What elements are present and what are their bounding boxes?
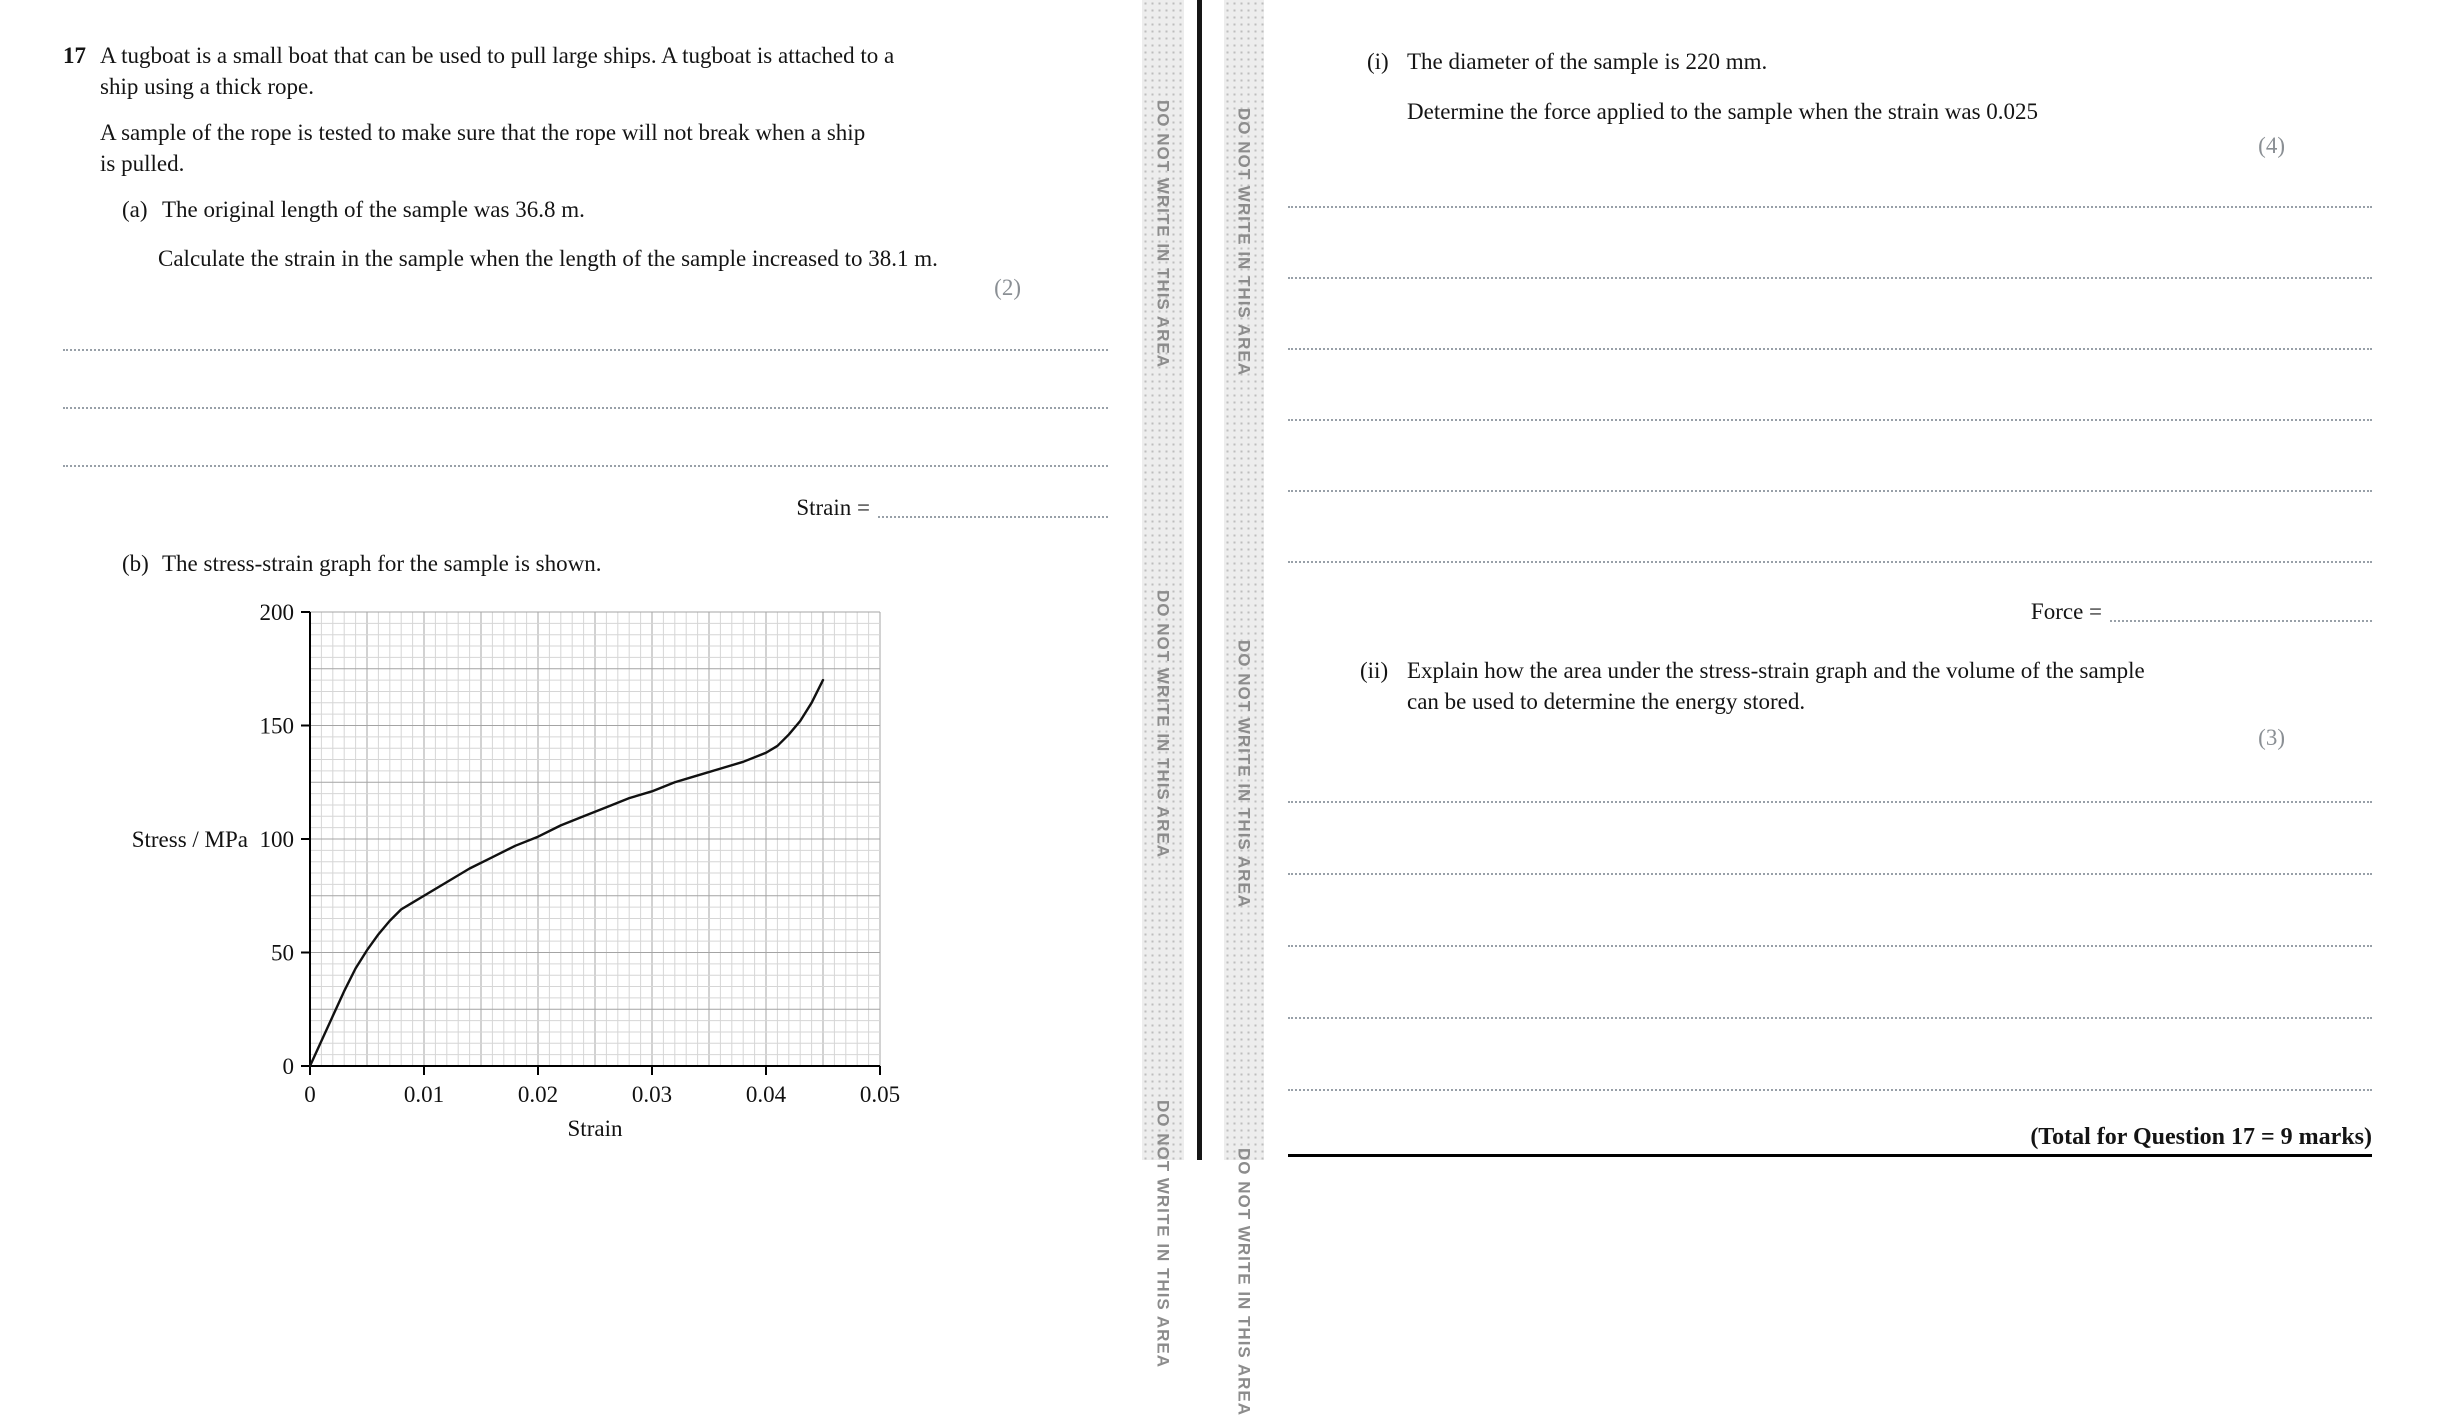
part-a-label: (a)	[122, 197, 148, 222]
answer-line	[1288, 801, 2372, 803]
answer-line	[1288, 1017, 2372, 1019]
part-i-prompt: Determine the force applied to the sample when the strain was 0.025	[1407, 99, 2039, 124]
part-b-text: The stress-strain graph for the sample is shown.	[162, 551, 602, 576]
answer-line	[63, 465, 1108, 467]
part-i-text: The diameter of the sample is 220 mm.	[1407, 49, 1768, 74]
do-not-write-bar-left	[1142, 0, 1184, 1369]
part-b	[122, 548, 1112, 579]
svg-text:0: 0	[304, 1082, 316, 1107]
force-answer-row	[1288, 596, 2372, 627]
strain-answer-dots	[878, 516, 1108, 518]
svg-text:Stress / MPa: Stress / MPa	[131, 827, 248, 852]
svg-text:150: 150	[259, 713, 294, 739]
strain-label: Strain =	[796, 495, 870, 520]
svg-text:0.04: 0.04	[745, 1082, 787, 1107]
do-not-write-text: DO NOT WRITE IN THIS AREA	[1234, 108, 1254, 377]
do-not-write-text: DO NOT WRITE IN THIS AREA	[1153, 1100, 1173, 1369]
part-i-label: (i)	[1367, 49, 1389, 74]
answer-line	[1288, 873, 2372, 875]
do-not-write-bar-right	[1224, 0, 1264, 1416]
part-ii	[1360, 655, 2375, 717]
answer-line	[1288, 277, 2372, 279]
svg-text:0.03: 0.03	[631, 1082, 673, 1107]
stress-strain-graph-svg	[130, 598, 930, 1146]
svg-text:Strain: Strain	[567, 1116, 623, 1141]
answer-line	[1288, 945, 2372, 947]
part-a-prompt: Calculate the strain in the sample when the length of the sample increased to 38.1 m.	[158, 246, 938, 271]
svg-text:0.01: 0.01	[403, 1082, 445, 1107]
part-ii-marks: (3)	[2258, 725, 2285, 750]
question-17-intro	[63, 40, 1113, 102]
answer-line	[1288, 419, 2372, 421]
svg-text:0: 0	[282, 1054, 294, 1079]
part-a-marks: (2)	[994, 275, 1021, 300]
strain-answer-row	[63, 492, 1108, 523]
answer-line	[63, 407, 1108, 409]
paragraph-line: is pulled.	[100, 151, 185, 176]
do-not-write-text: DO NOT WRITE IN THIS AREA	[1234, 1148, 1254, 1416]
svg-text:0.02: 0.02	[517, 1082, 559, 1107]
paragraph-line: A sample of the rope is tested to make sure that the rope will not break when a ship	[100, 120, 866, 145]
do-not-write-text: DO NOT WRITE IN THIS AREA	[1153, 590, 1173, 859]
answer-line	[1288, 561, 2372, 563]
question-number: 17	[63, 43, 86, 68]
part-i-marks: (4)	[2258, 133, 2285, 158]
answer-line	[1288, 206, 2372, 208]
answer-line	[1288, 1089, 2372, 1091]
question-paragraph-2	[100, 117, 1110, 179]
part-b-label: (b)	[122, 551, 149, 576]
svg-text:200: 200	[259, 600, 294, 625]
answer-line	[1288, 490, 2372, 492]
stress-strain-graph	[130, 598, 930, 1146]
part-ii-line: can be used to determine the energy stored.	[1407, 689, 1806, 714]
question-intro-text	[100, 40, 894, 102]
svg-text:0.05: 0.05	[859, 1082, 901, 1107]
part-i	[1367, 46, 2377, 77]
do-not-write-text: DO NOT WRITE IN THIS AREA	[1234, 640, 1254, 909]
total-marks-text: (Total for Question 17 = 9 marks)	[2030, 1124, 2372, 1150]
part-ii-line: Explain how the area under the stress-strain graph and the volume of the sample	[1407, 658, 2145, 683]
answer-line	[1288, 348, 2372, 350]
page-spine-divider	[1197, 0, 1202, 1160]
part-ii-label: (ii)	[1360, 658, 1389, 683]
intro-line: ship using a thick rope.	[100, 74, 314, 99]
part-a-text: The original length of the sample was 36.8 m.	[162, 197, 585, 222]
svg-text:100: 100	[259, 827, 294, 852]
svg-text:50: 50	[271, 940, 294, 966]
answer-line	[63, 349, 1108, 351]
intro-line: A tugboat is a small boat that can be used to pull large ships. A tugboat is attached to a	[100, 43, 895, 68]
part-ii-text	[1407, 655, 2145, 717]
do-not-write-text: DO NOT WRITE IN THIS AREA	[1153, 100, 1173, 369]
page-bottom-rule	[1288, 1154, 2372, 1157]
force-label: Force =	[2030, 599, 2102, 624]
force-answer-dots	[2110, 620, 2372, 622]
part-a	[122, 194, 1112, 225]
